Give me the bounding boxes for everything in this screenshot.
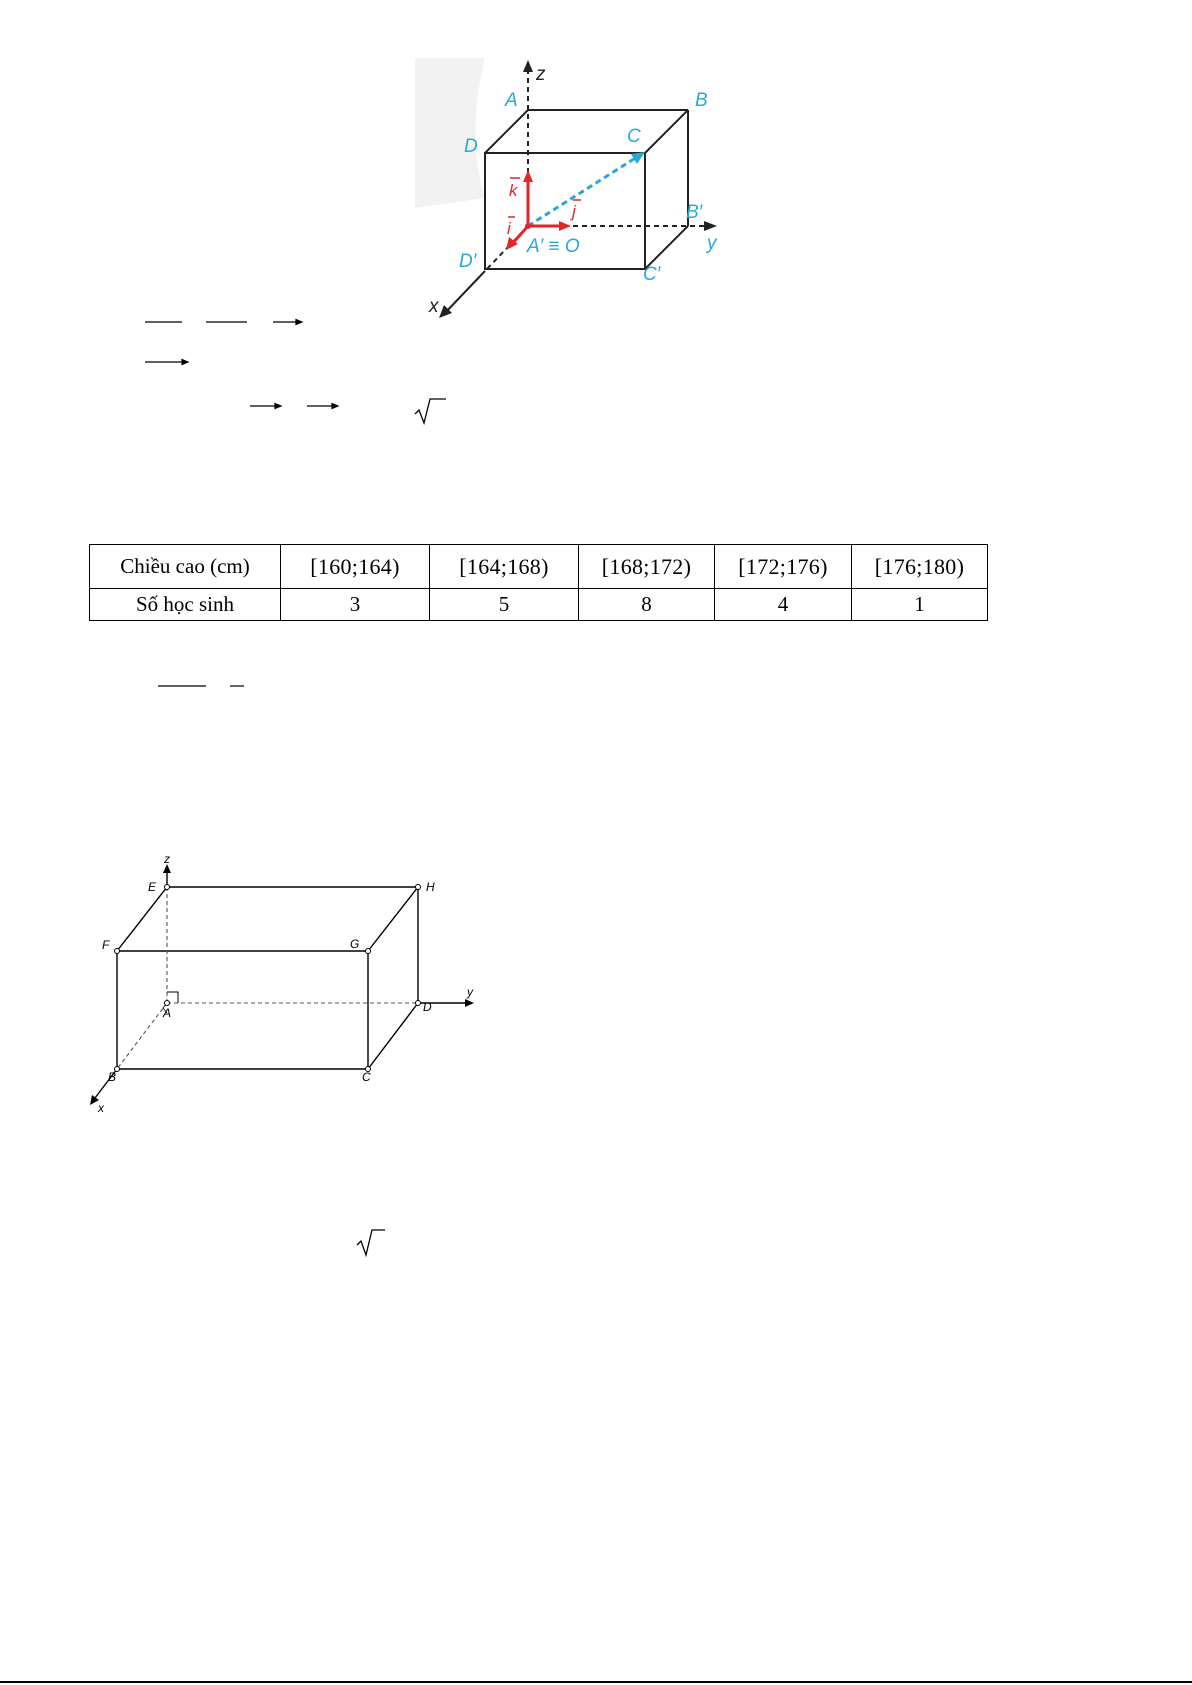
table-count: 5 — [430, 589, 579, 621]
label-z: z — [536, 64, 546, 85]
label-C: C — [627, 126, 641, 147]
label-A: A — [163, 1006, 172, 1020]
label-vec-j: j — [572, 202, 576, 221]
table-interval: [176;180) — [852, 545, 988, 589]
page-bottom-rule — [0, 1681, 1192, 1683]
sqrt-icon — [415, 399, 446, 423]
table-header-row — [90, 545, 988, 589]
table-header-label: Chiều cao (cm) — [90, 545, 281, 589]
label-F: F — [102, 938, 110, 952]
table-interval: [160;164) — [281, 545, 430, 589]
y-arrow-icon — [465, 999, 474, 1007]
label-x: x — [429, 296, 439, 317]
table-interval: [164;168) — [430, 545, 579, 589]
label-y: y — [467, 985, 473, 999]
sqrt-icon — [357, 1230, 385, 1255]
label-D: D — [423, 1000, 432, 1014]
figure-rectangular-box — [80, 855, 480, 1115]
formula-marks-1 — [140, 318, 460, 428]
label-A: A — [505, 90, 518, 111]
label-H: H — [426, 880, 435, 894]
label-E: E — [148, 880, 157, 894]
formula-marks-2 — [150, 680, 260, 692]
label-G: G — [350, 937, 360, 951]
label-B: B — [108, 1070, 117, 1084]
table-count: 4 — [715, 589, 852, 621]
label-vec-i: i — [507, 219, 511, 238]
label-z: z — [164, 855, 170, 866]
label-B: B — [695, 90, 708, 111]
label-origin: A′ ≡ O — [527, 236, 580, 257]
table-count-row — [90, 589, 988, 621]
table-row-label: Số học sinh — [90, 589, 281, 621]
label-vec-k: k — [509, 181, 518, 200]
table-count: 3 — [281, 589, 430, 621]
figure-coordinate-box — [415, 58, 750, 322]
table-interval: [172;176) — [715, 545, 852, 589]
label-D-prime: D′ — [459, 251, 477, 272]
label-C-prime: C′ — [643, 264, 661, 285]
label-B-prime: B′ — [686, 202, 703, 223]
frequency-table-container — [89, 544, 988, 621]
label-y: y — [707, 233, 717, 254]
table-count: 8 — [579, 589, 715, 621]
table-count: 1 — [852, 589, 988, 621]
frequency-table — [89, 544, 988, 621]
label-D: D — [464, 136, 478, 157]
label-C: C — [362, 1070, 371, 1084]
formula-marks-3 — [355, 1225, 395, 1261]
label-x: x — [98, 1101, 104, 1115]
table-interval: [168;172) — [579, 545, 715, 589]
